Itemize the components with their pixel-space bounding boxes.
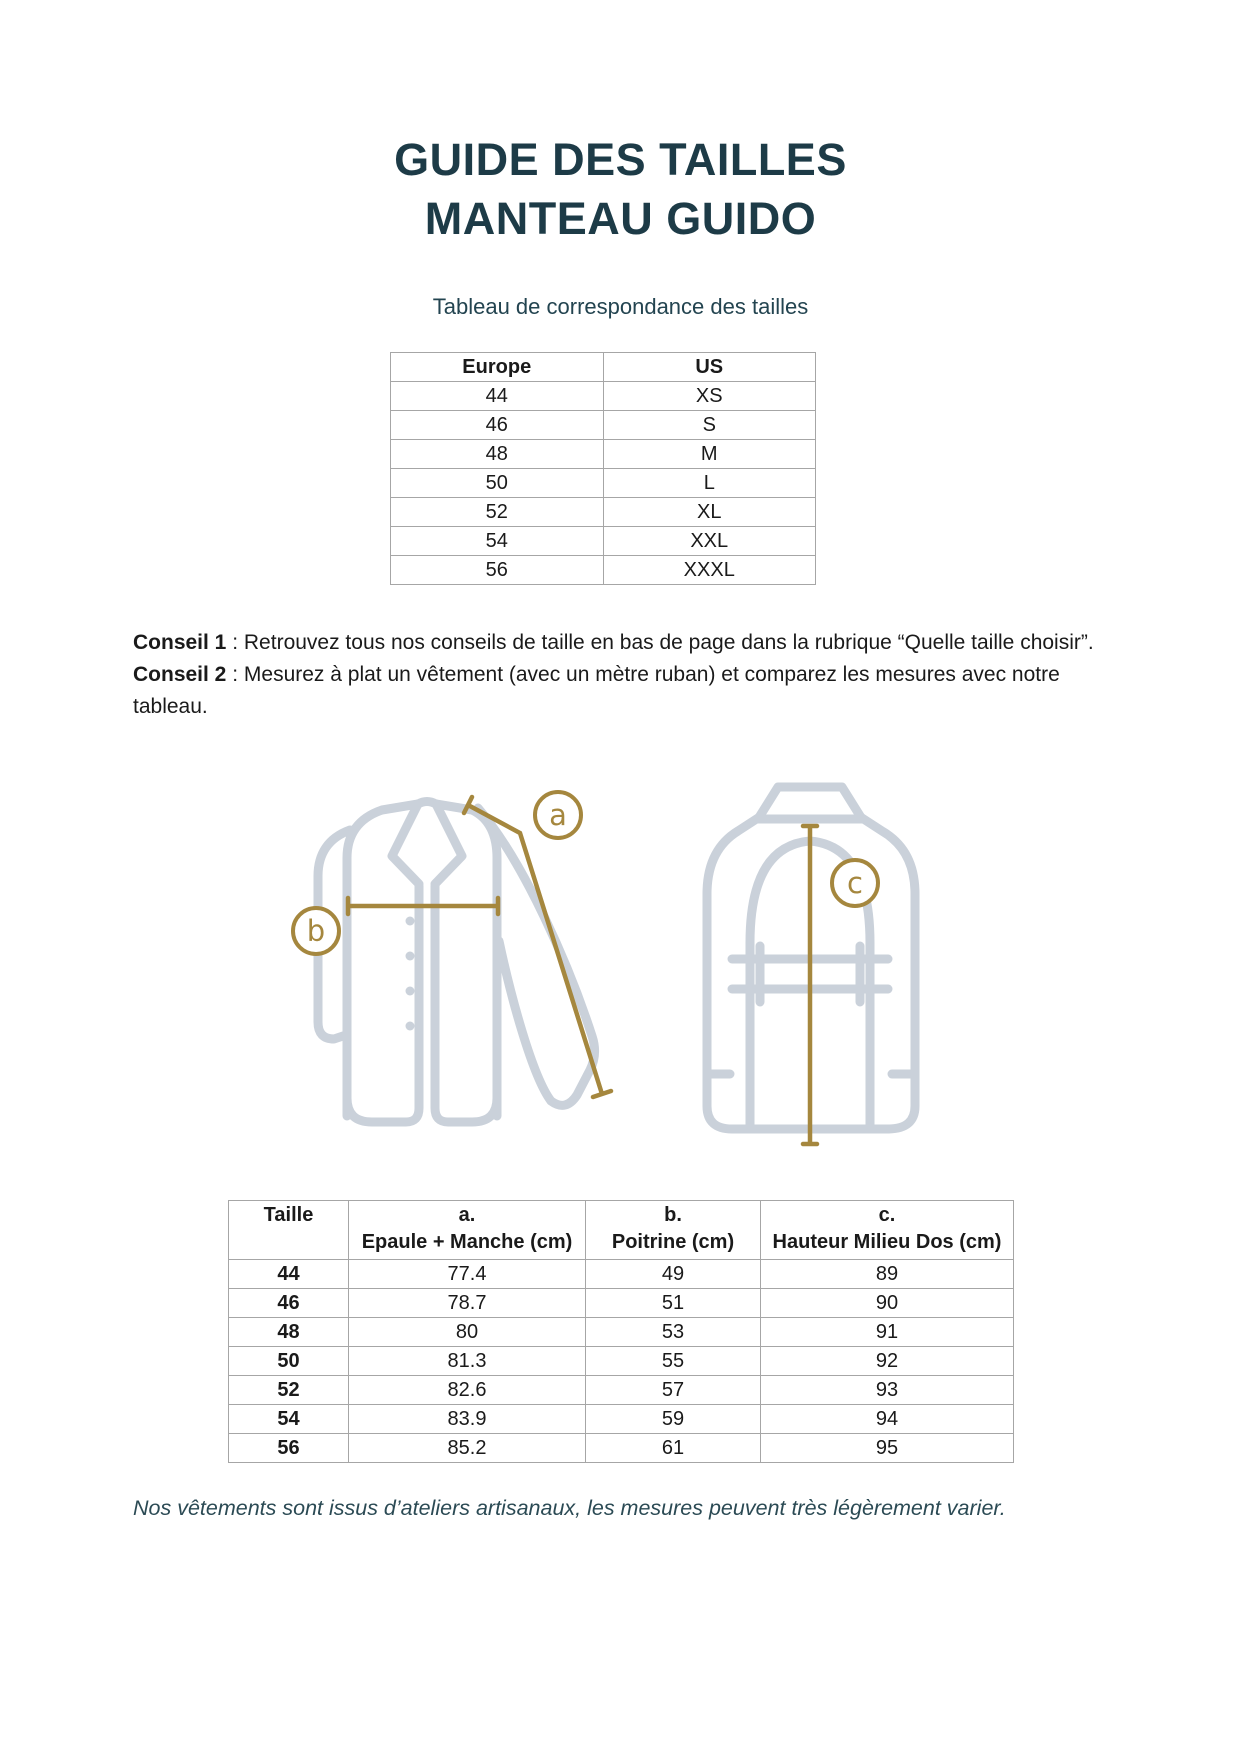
cell-us: M [603,440,816,469]
cell-taille: 54 [229,1405,349,1434]
column-header-us: US [603,353,816,382]
table-row [229,1405,1014,1434]
tip-1 [133,627,1101,659]
artisanal-note: Nos vêtements sont issus d’ateliers artisanaux, les mesures peuvent très légèrement varier. [133,1496,1006,1520]
cell-taille: 56 [229,1434,349,1463]
tip-2-separator: : [226,663,244,686]
cell-us: XXXL [603,556,816,585]
measure-b-letter: b [306,914,326,948]
cell-hauteur-dos: 94 [761,1405,1014,1434]
header-line1: c. [878,1204,896,1226]
cell-epaule-manche: 85.2 [349,1434,586,1463]
cell-poitrine: 51 [586,1289,761,1318]
header-line1: Taille [263,1204,314,1226]
measure-label-a [535,792,581,838]
cell-europe: 46 [391,411,604,440]
cell-poitrine: 49 [586,1260,761,1289]
coat-measurement-diagram [280,778,940,1158]
coat-front-outline [318,802,595,1123]
table-row [229,1347,1014,1376]
cell-hauteur-dos: 95 [761,1434,1014,1463]
cell-poitrine: 57 [586,1376,761,1405]
subtitle: Tableau de correspondance des tailles [432,294,809,319]
cell-epaule-manche: 78.7 [349,1289,586,1318]
tip-2-text: Mesurez à plat un vêtement (avec un mètre ruban) et comparez les mesures avec notre tableau. [133,663,1060,718]
column-header-hauteur-dos [761,1201,1014,1260]
title-line-2: MANTEAU GUIDO [424,193,817,244]
table-row [391,382,816,411]
table-row [391,411,816,440]
cell-taille: 44 [229,1260,349,1289]
cell-europe: 44 [391,382,604,411]
cell-hauteur-dos: 92 [761,1347,1014,1376]
table-row [229,1289,1014,1318]
header-line2: Hauteur Milieu Dos (cm) [772,1231,1002,1253]
table-row [391,527,816,556]
table-row [229,1260,1014,1289]
cell-taille: 48 [229,1318,349,1347]
cell-poitrine: 55 [586,1347,761,1376]
tip-1-separator: : [226,631,244,654]
page-title [0,130,1241,248]
header-line1: b. [664,1204,682,1226]
cell-epaule-manche: 81.3 [349,1347,586,1376]
cell-taille: 46 [229,1289,349,1318]
column-header-epaule-manche [349,1201,586,1260]
cell-epaule-manche: 80 [349,1318,586,1347]
header-line1: a. [458,1204,476,1226]
cell-taille: 52 [229,1376,349,1405]
table-header-row [391,353,816,382]
cell-europe: 50 [391,469,604,498]
cell-europe: 48 [391,440,604,469]
cell-us: L [603,469,816,498]
cell-poitrine: 61 [586,1434,761,1463]
column-header-taille [229,1201,349,1260]
cell-hauteur-dos: 89 [761,1260,1014,1289]
measure-label-b [293,908,339,954]
tip-1-text: Retrouvez tous nos conseils de taille en bas de page dans la rubrique “Quelle taille choisir”. [243,631,1094,654]
column-header-europe: Europe [391,353,604,382]
cell-hauteur-dos: 93 [761,1376,1014,1405]
measure-line-sleeve [464,797,611,1097]
cell-europe: 56 [391,556,604,585]
title-line-1: GUIDE DES TAILLES [394,134,847,185]
cell-europe: 52 [391,498,604,527]
header-line2: Epaule + Manche (cm) [361,1231,573,1253]
cell-epaule-manche: 82.6 [349,1376,586,1405]
size-conversion-table [390,352,816,585]
measure-a-letter: a [549,798,567,832]
table-row [229,1434,1014,1463]
cell-poitrine: 53 [586,1318,761,1347]
table-row [229,1318,1014,1347]
column-header-poitrine [586,1201,761,1260]
table-row [391,440,816,469]
table-row [391,469,816,498]
coat-front-buttons [406,917,415,1031]
cell-us: XL [603,498,816,527]
cell-us: S [603,411,816,440]
cell-europe: 54 [391,527,604,556]
cell-us: XXL [603,527,816,556]
table-row [229,1376,1014,1405]
table-row [391,556,816,585]
tip-1-label: Conseil 1 [133,631,227,654]
cell-hauteur-dos: 90 [761,1289,1014,1318]
cell-epaule-manche: 77.4 [349,1260,586,1289]
table-header-row [229,1201,1014,1260]
cell-hauteur-dos: 91 [761,1318,1014,1347]
header-line2: Poitrine (cm) [611,1231,735,1253]
tip-2-label: Conseil 2 [133,663,227,686]
measure-c-letter: c [847,866,863,900]
measure-label-c [832,860,878,906]
cell-epaule-manche: 83.9 [349,1405,586,1434]
cell-taille: 50 [229,1347,349,1376]
tip-2 [133,659,1101,723]
tips-block [133,627,1101,723]
table-row [391,498,816,527]
cell-us: XS [603,382,816,411]
measurements-table [228,1200,1014,1463]
cell-poitrine: 59 [586,1405,761,1434]
